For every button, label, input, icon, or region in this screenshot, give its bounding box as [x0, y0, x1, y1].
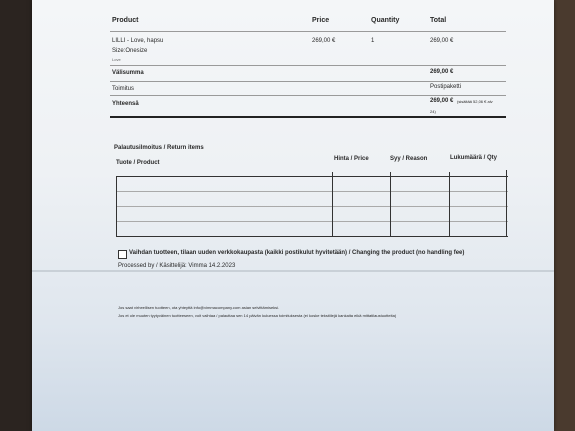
shipping-value: Postipaketti: [430, 84, 462, 90]
background-left: [0, 0, 34, 431]
return-col-divider-1: [332, 172, 333, 237]
return-col-qty: Lukumäärä / Qty: [450, 155, 498, 161]
footer-line-2: Jos et ole muuten tyytyväinen tuotteeseen, voit vaihtaa / palauttaa sen 14 päivän kuluessa toimituksesta (ei koske tekstiilejä kankaita eikä mittatilaustuotteita): [118, 313, 397, 318]
col-header-price: Price: [312, 17, 330, 24]
grand-total-value: 269,00 €: [430, 98, 454, 104]
return-col-divider-2: [390, 172, 391, 237]
subtotal-label: Välisumma: [112, 70, 144, 76]
col-header-total: Total: [430, 17, 447, 24]
return-col-divider-4: [506, 170, 507, 237]
exchange-checkbox[interactable]: [118, 250, 127, 259]
item-variant: Love: [112, 57, 121, 62]
exchange-text: Vaihdan tuotteen, tilaan uuden verkkokaupasta (kaikki postikulut hyvitetään) / Changing the product (no handling fee): [129, 250, 465, 256]
return-form-title: Palautusilmoitus / Return items: [114, 145, 204, 151]
header-divider: [110, 31, 506, 32]
vat-note: (sisältää 52,06 € alv: [457, 99, 493, 104]
shipping-label: Toimitus: [112, 86, 135, 92]
col-header-quantity: Quantity: [371, 17, 400, 24]
receipt-paper: [32, 0, 554, 431]
background-right: [553, 0, 575, 431]
return-col-product: Tuote / Product: [116, 160, 160, 166]
item-price: 269,00 €: [312, 38, 336, 44]
item-total: 269,00 €: [430, 38, 454, 44]
item-name: LILLI - Love, hapsu: [112, 38, 164, 44]
footer-line-1: Jos saat virheellisen tuotteen, ota yhteyttä info@vimmacompany.com asian selvittämiseksi.: [118, 305, 280, 310]
processed-by: Processed by / Käsittelijä: Vimma 14.2.2023: [118, 263, 236, 269]
return-col-divider-0: [116, 176, 117, 237]
col-header-product: Product: [112, 17, 139, 24]
subtotal-divider: [110, 81, 506, 82]
paper-fold: [32, 270, 554, 272]
vat-rate: 24): [430, 109, 436, 114]
item-size: Size:Onesize: [112, 48, 148, 54]
item-quantity: 1: [371, 38, 375, 44]
return-col-divider-3: [449, 172, 450, 237]
subtotal-value: 269,00 €: [430, 69, 454, 75]
item-divider: [110, 65, 506, 66]
shipping-divider: [110, 95, 506, 96]
return-col-reason: Syy / Reason: [390, 156, 428, 162]
grand-total-label: Yhteensä: [112, 101, 139, 107]
return-col-price: Hinta / Price: [334, 156, 369, 162]
total-divider: [110, 116, 506, 118]
